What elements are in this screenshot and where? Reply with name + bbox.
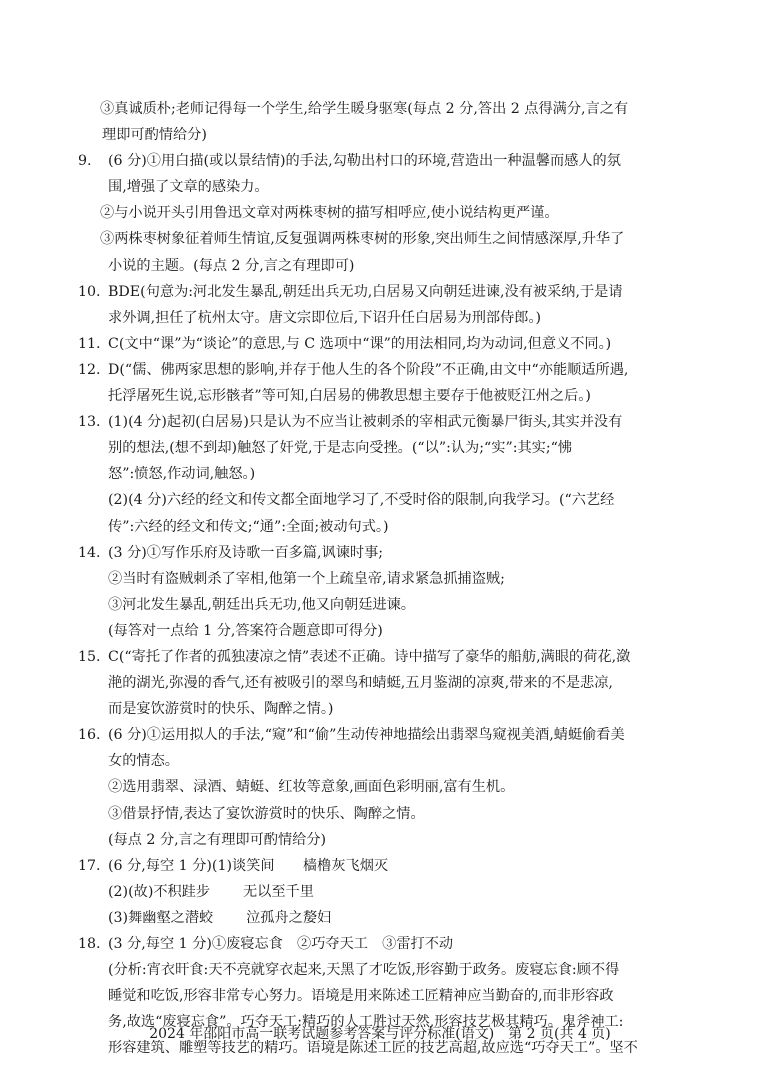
line-text: D(“儒、佛两家思想的影响,并存于他人生的各个阶段”不正确,由文中“亦能顺适所遇, — [108, 361, 629, 378]
line-text: (6 分)①运用拟人的手法,“窥”和“偷”生动传神地描绘出翡翠鸟窥视美酒,蜻蜓偷看美 — [108, 727, 625, 744]
line-text: ③真诚质朴;老师记得每一个学生,给学生暖身驱寒(每点 2 分,答出 2 点得满分,言之有 — [100, 101, 629, 117]
text-line — [78, 696, 678, 722]
text-line — [78, 331, 678, 357]
text-line — [78, 148, 678, 174]
line-text: (6 分)①用白描(或以景结情)的手法,勾勒出村口的环境,营造出一种温馨而感人的氛 — [108, 153, 621, 170]
text-line — [78, 931, 678, 957]
line-text: 怒”:愤怒,作动词,触怒。) — [108, 466, 256, 483]
page-footer: 2024 年邵阳市高一联考试题参考答案与评分标准(语文) 第 2 页(共 4 页) — [149, 1026, 611, 1042]
text-line — [78, 879, 678, 905]
text-line — [78, 540, 678, 566]
text-line — [78, 983, 678, 1009]
line-text: (2)(4 分)六经的经文和传文都全面地学习了,不受时俗的限制,向我学习。(“六艺经 — [108, 492, 615, 509]
line-text: 理即可酌情给分) — [102, 127, 207, 144]
line-text: (6 分,每空 1 分)(1)谈笑间 樯橹灰飞烟灭 — [108, 857, 389, 874]
line-text: 睡觉和吃饭,形容非常专心努力。语境是用来陈述工匠精神应当勤奋的,而非形容政 — [108, 988, 614, 1005]
text-line — [78, 514, 678, 540]
line-text: ②当时有盗贼刺杀了宰相,他第一个上疏皇帝,请求紧急抓捕盗贼; — [108, 570, 505, 587]
text-line — [78, 226, 678, 252]
line-text: (3)舞幽壑之潜蛟 泣孤舟之嫠妇 — [108, 909, 332, 926]
text-line — [78, 383, 678, 409]
line-text: 别的想法,(想不到却)触怒了奸党,于是志向受挫。(“以”:认为;“实”:其实;“怫 — [108, 440, 573, 457]
line-text: (3 分)①写作乐府及诗歌一百多篇,讽谏时事; — [108, 544, 384, 561]
text-line — [78, 200, 678, 226]
text-line — [78, 722, 678, 748]
text-line — [78, 174, 678, 200]
line-text: (1)(4 分)起初(白居易)只是认为不应当让被刺杀的宰相武元衡暴尸街头,其实并没有 — [108, 414, 623, 431]
line-text: 托浮屠死生说,忘形骸者”等可知,白居易的佛教思想主要存于他被贬江州之后。) — [108, 388, 591, 405]
question-number: 15. — [78, 648, 101, 665]
line-text: C(文中“课”为“谈论”的意思,与 C 选项中“课”的用法相同,均为动词,但意义不同。) — [108, 335, 612, 352]
question-number: 18. — [78, 936, 101, 952]
question-number: 12. — [78, 361, 101, 378]
text-line — [78, 670, 678, 696]
text-line — [78, 357, 678, 383]
question-number: 10. — [78, 283, 101, 300]
line-text: (分析:宵衣旰食:天不亮就穿衣起来,天黑了才吃饭,形容勤于政务。废寝忘食:顾不得 — [108, 962, 620, 979]
line-text: (3 分,每空 1 分)①废寝忘食 ②巧夺天工 ③雷打不动 — [108, 936, 454, 952]
line-text: 女的情态。 — [108, 753, 179, 770]
question-number: 13. — [78, 414, 101, 431]
text-line — [78, 279, 678, 305]
line-text: 传”:六经的经文和传文;“通”:全面;被动句式。) — [108, 518, 389, 535]
line-text: ②与小说开头引用鲁迅文章对两株枣树的描写相呼应,使小说结构更严谨。 — [100, 205, 559, 222]
question-number: 14. — [78, 544, 101, 561]
line-text: (每答对一点给 1 分,答案符合题意即可得分) — [108, 622, 383, 639]
text-line — [78, 409, 678, 435]
line-text: ③河北发生暴乱,朝廷出兵无功,他又向朝廷进谏。 — [108, 596, 415, 613]
line-text: 围,增强了文章的感染力。 — [108, 179, 269, 196]
text-line — [78, 566, 678, 592]
question-number: 16. — [78, 727, 101, 744]
text-line — [78, 435, 678, 461]
line-text: ③两株枣树象征着师生情谊,反复强调两株枣树的形象,突出师生之间情感深厚,升华了 — [100, 231, 625, 248]
text-line — [78, 461, 678, 487]
line-text: 形容建筑、雕塑等技艺的精巧。语境是陈述工匠的技艺高超,故应选“巧夺天工”。坚不 — [108, 1040, 638, 1057]
text-line — [78, 644, 678, 670]
text-line — [78, 853, 678, 879]
line-text: C(“寄托了作者的孤独凄凉之情”表述不正确。诗中描写了豪华的船舫,满眼的荷花,潋 — [108, 648, 631, 665]
line-text: ②选用翡翠、渌酒、蜻蜓、红妆等意象,画面色彩明丽,富有生机。 — [108, 779, 515, 796]
line-text: 滟的湖光,弥漫的香气,还有被吸引的翠鸟和蜻蜓,五月鉴湖的凉爽,带来的不是悲凉, — [108, 675, 613, 692]
question-number: 9. — [78, 153, 92, 170]
line-text: BDE(句意为:河北发生暴乱,朝廷出兵无功,白居易又向朝廷进谏,没有被采纳,于是请 — [108, 283, 623, 300]
question-number: 17. — [78, 857, 101, 874]
text-line — [78, 253, 678, 279]
line-text: 务,故选“废寝忘食”。巧夺天工:精巧的人工胜过天然,形容技艺极其精巧。鬼斧神工: — [108, 1014, 624, 1031]
question-number: 11. — [78, 335, 101, 352]
text-line — [78, 827, 678, 853]
line-text: 小说的主题。(每点 2 分,言之有理即可) — [108, 257, 355, 274]
text-line — [78, 748, 678, 774]
text-line — [78, 487, 678, 513]
text-line — [78, 801, 678, 827]
line-text: 而是宴饮游赏时的快乐、陶醉之情。) — [108, 701, 334, 718]
text-line — [78, 592, 678, 618]
text-line — [78, 96, 678, 122]
line-text: (每点 2 分,言之有理即可酌情给分) — [108, 831, 327, 848]
line-text: ③借景抒情,表达了宴饮游赏时的快乐、陶醉之情。 — [108, 805, 425, 822]
text-line — [78, 957, 678, 983]
text-line — [78, 905, 678, 931]
line-text: (2)(故)不积跬步 无以至千里 — [108, 883, 314, 900]
line-text: 求外调,担任了杭州太守。唐文宗即位后,下诏升任白居易为刑部侍郎。) — [108, 309, 542, 326]
text-line — [78, 122, 678, 148]
text-line — [78, 305, 678, 331]
text-line — [78, 618, 678, 644]
text-line — [78, 774, 678, 800]
answer-key-body — [78, 96, 678, 1061]
